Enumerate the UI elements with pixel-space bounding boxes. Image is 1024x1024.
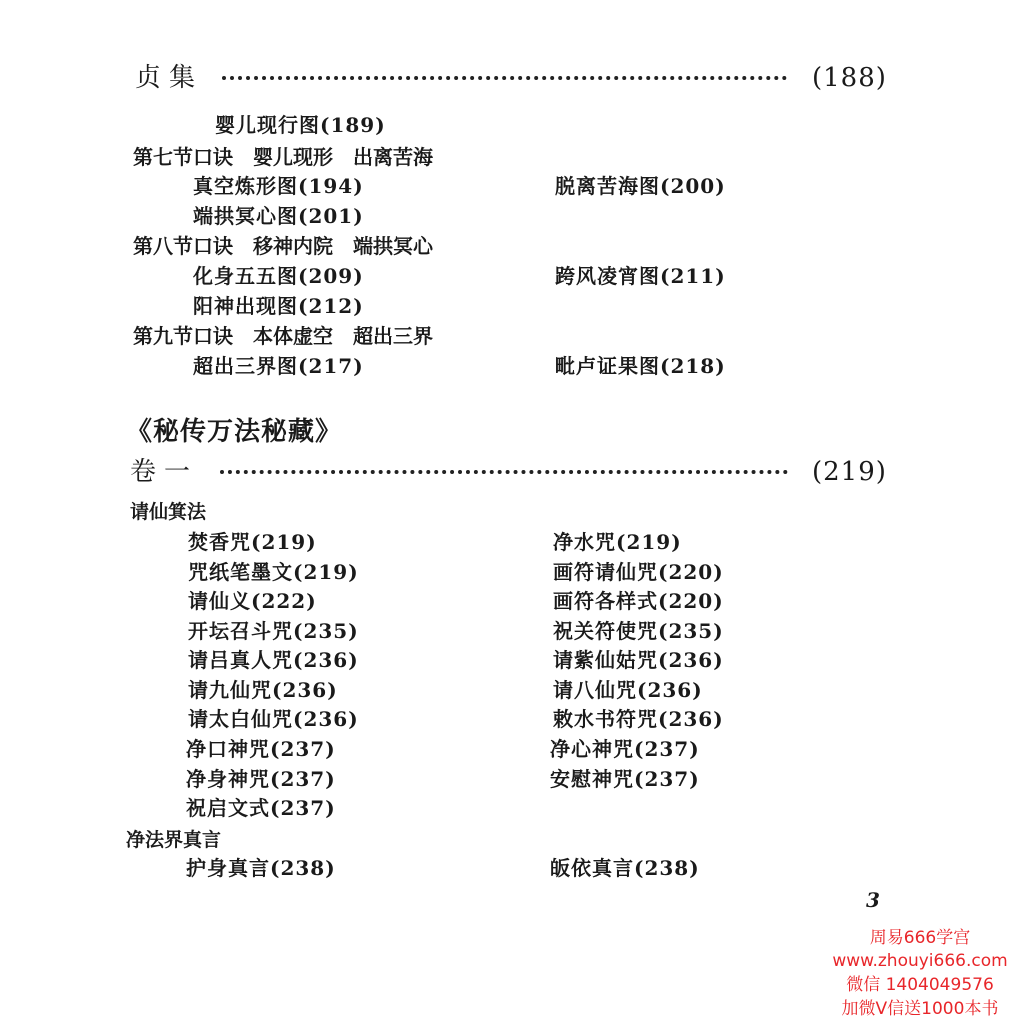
toc-entry: 婴儿现行图(189) [215,113,386,137]
section-page: (219) [812,457,887,487]
toc-entry: 净水咒(219) [553,530,682,554]
toc-entry: 焚香咒(219) [188,530,317,554]
toc-entry: 脱离苦海图(200) [555,174,726,198]
toc-entry: 毗卢证果图(218) [555,354,726,378]
toc-entry: 净身神咒(237) [186,767,336,791]
toc-entry: 请八仙咒(236) [553,678,703,702]
toc-heading: 第八节口诀 移神内院 端拱冥心 [133,234,433,258]
toc-entry: 请太白仙咒(236) [188,707,359,731]
watermark-line: 周易666学宫 [869,928,971,948]
toc-entry: 画符请仙咒(220) [553,560,724,584]
watermark-line: 微信 1404049576 [846,975,994,995]
toc-entry: 敕水书符咒(236) [553,707,724,731]
leader-dots [220,470,788,474]
toc-entry: 阳神出现图(212) [193,294,364,318]
toc-entry: 请仙义(222) [188,589,317,613]
toc-heading: 请仙箕法 [130,501,207,523]
toc-entry: 请紫仙姑咒(236) [553,648,724,672]
toc-entry: 祝关符使咒(235) [553,619,724,643]
toc-entry: 安慰神咒(237) [550,767,700,791]
toc-entry: 皈依真言(238) [550,856,700,880]
book-title: 《秘传万法秘藏》 [126,417,343,447]
section-title: 卷一 [130,457,199,487]
toc-entry: 开坛召斗咒(235) [188,619,359,643]
watermark-line: www.zhouyi666.com [832,951,1008,971]
toc-entry: 请九仙咒(236) [188,678,338,702]
watermark-line: 加微V信送1000本书 [841,999,999,1019]
toc-heading: 净法界真言 [126,829,222,851]
leader-dots [222,76,787,80]
page-number: 3 [866,888,880,912]
toc-entry: 祝启文式(237) [186,796,336,820]
toc-entry: 请吕真人咒(236) [188,648,359,672]
toc-entry: 超出三界图(217) [193,354,364,378]
toc-entry: 护身真言(238) [186,856,336,880]
toc-entry: 画符各样式(220) [553,589,724,613]
toc-heading: 第七节口诀 婴儿现形 出离苦海 [133,145,433,169]
toc-entry: 跨风凌宵图(211) [555,264,726,288]
toc-entry: 净口神咒(237) [186,737,336,761]
toc-entry: 净心神咒(237) [550,737,700,761]
toc-entry: 真空炼形图(194) [193,174,364,198]
toc-entry: 端拱冥心图(201) [193,204,364,228]
section-title: 贞集 [135,63,204,93]
toc-entry: 咒纸笔墨文(219) [188,560,359,584]
toc-entry: 化身五五图(209) [193,264,364,288]
toc-heading: 第九节口诀 本体虚空 超出三界 [133,324,433,348]
section-page: (188) [812,63,887,93]
